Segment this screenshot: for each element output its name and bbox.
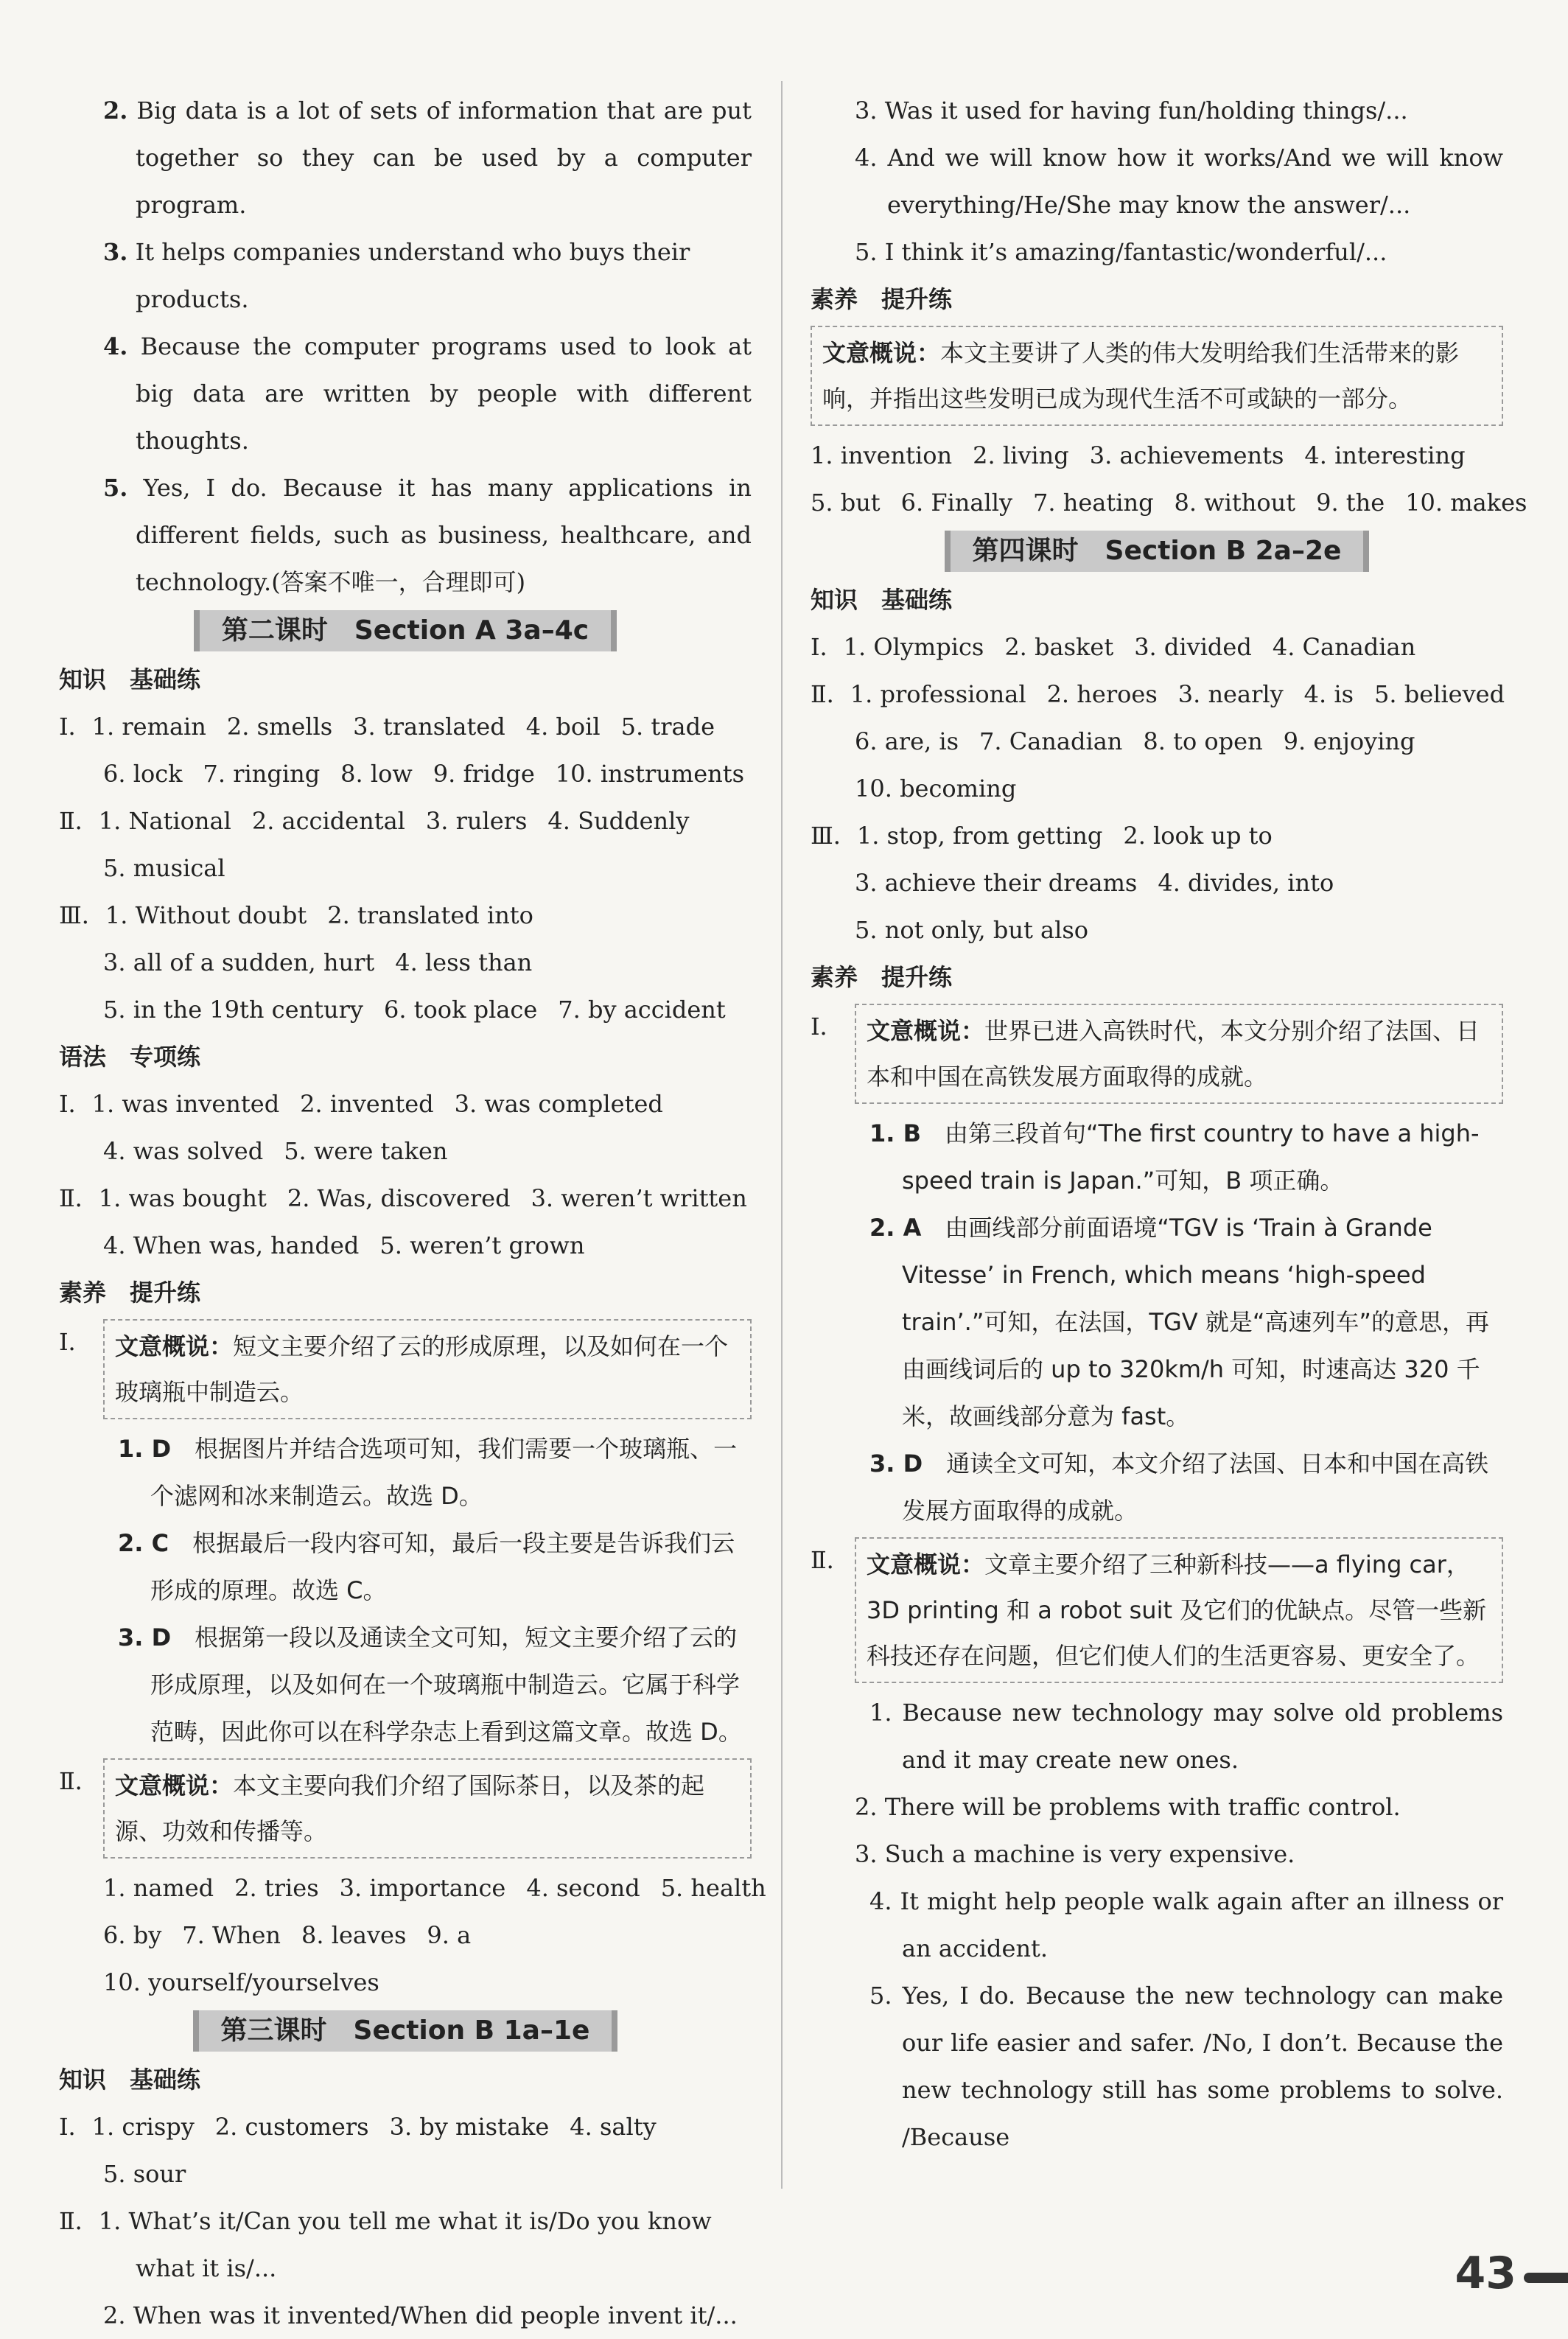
answer-row: 6. lock 7. ringing 8. low 9. fridge 10. instruments xyxy=(103,760,745,788)
summary-box: 文意概说：短文主要介绍了云的形成原理，以及如何在一个玻璃瓶中制造云。 xyxy=(103,1319,752,1419)
summary-block: Ⅱ． 文意概说：文章主要介绍了三种新科技——a flying car，3D printing 和 a robot suit 及它们的优缺点。尽管一些新科技还存在问题，但它们使人们的生活更容易、更安全了。 xyxy=(811,1534,1503,1689)
answer-item: 5. Yes, I do. Because it has many applications in different fields, such as business, healthcare, and technology.(答案不唯一，合理即可) xyxy=(103,474,752,596)
answer-item: 2. When was it invented/When did people invent it/... xyxy=(103,2301,738,2329)
answer-row: 4. When was, handed 5. weren’t grown xyxy=(103,1231,585,1259)
summary-block: Ⅰ． 文意概说：世界已进入高铁时代，本文分别介绍了法国、日本和中国在高铁发展方面取得的成就。 xyxy=(811,1001,1503,1110)
answer-row: Ⅱ．1. National 2. accidental 3. rulers 4. Suddenly xyxy=(59,807,690,835)
answer-row: 5. not only, but also xyxy=(855,916,1089,944)
answer-row: 6. are, is 7. Canadian 8. to open 9. enjoying xyxy=(855,727,1415,755)
answer-row: Ⅰ．1. remain 2. smells 3. translated 4. boil 5. trade xyxy=(59,713,715,741)
section-heading: 素养 提升练 xyxy=(59,1279,201,1307)
answer-item: 2. C 根据最后一段内容可知，最后一段主要是告诉我们云形成的原理。故选 C。 xyxy=(118,1529,735,1604)
answer-row: 1. named 2. tries 3. importance 4. second 5. health xyxy=(103,1874,766,1902)
section-heading: 知识 基础练 xyxy=(811,586,953,614)
lesson-banner: 第三课时 Section B 1a–1e xyxy=(193,2010,618,2052)
answer-row: Ⅱ．1. was bought 2. Was, discovered 3. weren’t written xyxy=(59,1184,747,1212)
answer-item: 3. Was it used for having fun/holding things/... xyxy=(855,97,1408,125)
answer-item: 5. I think it’s amazing/fantastic/wonderful/... xyxy=(855,238,1387,266)
answer-row: 4. was solved 5. were taken xyxy=(103,1137,448,1165)
section-heading: 知识 基础练 xyxy=(59,2066,201,2094)
summary-block: Ⅰ． 文意概说：短文主要介绍了云的形成原理，以及如何在一个玻璃瓶中制造云。 xyxy=(59,1316,752,1425)
answer-row: 10. yourself/yourselves xyxy=(103,1968,379,1996)
answer-row: Ⅲ．1. stop, from getting 2. look up to xyxy=(811,822,1273,850)
summary-box: 文意概说：文章主要介绍了三种新科技——a flying car，3D printing 和 a robot suit 及它们的优缺点。尽管一些新科技还存在问题，但它们使人们的生活更容易、更安全了。 xyxy=(855,1537,1503,1683)
answer-item: 3. It helps companies understand who buys their products. xyxy=(103,238,690,313)
answer-item: 1. Because new technology may solve old problems and it may create new ones. xyxy=(869,1699,1503,1774)
answer-row: 5. musical xyxy=(103,854,225,882)
lesson-banner: 第四课时 Section B 2a–2e xyxy=(945,531,1370,572)
answer-row: Ⅰ．1. crispy 2. customers 3. by mistake 4. salty xyxy=(59,2113,657,2141)
summary-box: 文意概说：世界已进入高铁时代，本文分别介绍了法国、日本和中国在高铁发展方面取得的成就。 xyxy=(855,1004,1503,1104)
answer-row: Ⅱ．1. professional 2. heroes 3. nearly 4. is 5. believed xyxy=(811,680,1505,708)
right-column xyxy=(811,87,1527,2161)
answer-row: 3. achieve their dreams 4. divides, into xyxy=(855,869,1334,897)
answer-item: 3. D 根据第一段以及通读全文可知，短文主要介绍了云的形成原理，以及如何在一个玻璃瓶中制造云。它属于科学范畴，因此你可以在科学杂志上看到这篇文章。故选 D。 xyxy=(118,1623,742,1746)
answer-item: 1. D 根据图片并结合选项可知，我们需要一个玻璃瓶、一个滤网和冰来制造云。故选 D。 xyxy=(118,1435,738,1510)
answer-item: 3. Such a machine is very expensive. xyxy=(855,1840,1295,1868)
left-column xyxy=(59,87,766,2339)
column-divider xyxy=(781,81,783,2189)
section-heading: 素养 提升练 xyxy=(811,285,953,313)
answer-row: 6. by 7. When 8. leaves 9. a xyxy=(103,1921,472,1949)
section-heading: 知识 基础练 xyxy=(59,665,201,693)
answer-item: 2. Big data is a lot of sets of information that are put together so they can be used by a computer program. xyxy=(103,97,752,219)
answer-item: 4. Because the computer programs used to look at big data are written by people with different thoughts. xyxy=(103,332,752,455)
answer-row: 5. but 6. Finally 7. heating 8. without 9. the 10. makes xyxy=(811,489,1527,517)
answer-row: Ⅰ．1. Olympics 2. basket 3. divided 4. Canadian xyxy=(811,633,1416,661)
answer-item: 2. A 由画线部分前面语境“TGV is ‘Train à Grande Vitesse’ in French, which means ‘high-speed train’.”可知，在法国，TGV 就是“高速列车”的意思，再由画线词后的 up to 320km/h 可知，时速高达 320 千米，故画线部分意为 fast。 xyxy=(869,1214,1489,1430)
page-number: 43 xyxy=(1455,2248,1516,2299)
answer-item: Ⅱ．1. What’s it/Can you tell me what it is/Do you know what it is/... xyxy=(59,2207,712,2282)
answer-row: 1. invention 2. living 3. achievements 4. interesting xyxy=(811,441,1466,469)
summary-box: 文意概说：本文主要向我们介绍了国际茶日，以及茶的起源、功效和传播等。 xyxy=(103,1758,752,1859)
answer-item: 2. There will be problems with traffic control. xyxy=(855,1793,1401,1821)
answer-row: Ⅲ．1. Without doubt 2. translated into xyxy=(59,901,533,929)
section-heading: 素养 提升练 xyxy=(811,963,953,991)
page-tab-marker xyxy=(1524,2273,1568,2283)
answer-item: 5. Yes, I do. Because the new technology can make our life easier and safer. /No, I don’t. Because the new technology still has some problems to solve. /Because xyxy=(869,1982,1503,2151)
answer-row: 5. sour xyxy=(103,2160,186,2188)
answer-row: 3. all of a sudden, hurt 4. less than xyxy=(103,948,533,976)
answer-item: 1. B 由第三段首句“The first country to have a high-speed train is Japan.”可知，B 项正确。 xyxy=(869,1119,1480,1195)
answer-row: 10. becoming xyxy=(855,775,1017,803)
summary-block: Ⅱ． 文意概说：本文主要向我们介绍了国际茶日，以及茶的起源、功效和传播等。 xyxy=(59,1755,752,1864)
section-heading: 语法 专项练 xyxy=(59,1043,201,1071)
lesson-banner: 第二课时 Section A 3a–4c xyxy=(194,610,617,651)
answer-row: Ⅰ．1. was invented 2. invented 3. was completed xyxy=(59,1090,663,1118)
answer-item: 3. D 通读全文可知，本文介绍了法国、日本和中国在高铁发展方面取得的成就。 xyxy=(869,1450,1489,1525)
answer-item: 4. It might help people walk again after an illness or an accident. xyxy=(869,1887,1503,1962)
summary-box: 文意概说：本文主要讲了人类的伟大发明给我们生活带来的影响，并指出这些发明已成为现代生活不可或缺的一部分。 xyxy=(811,326,1503,426)
answer-row: 5. in the 19th century 6. took place 7. by accident xyxy=(103,996,726,1024)
answer-item: 4. And we will know how it works/And we will know everything/He/She may know the answer/... xyxy=(855,144,1503,219)
